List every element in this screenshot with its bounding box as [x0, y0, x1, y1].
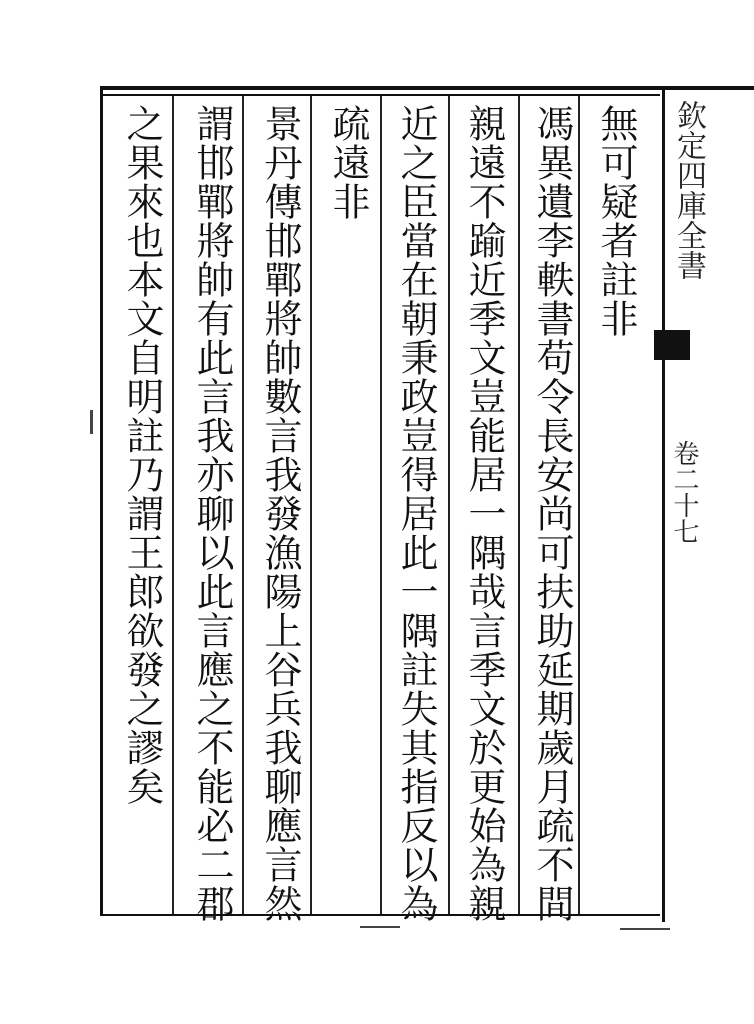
column-rule [380, 96, 382, 914]
top-border [100, 86, 754, 90]
column-rule [172, 96, 174, 914]
text-column-1: 無可疑者註非 [594, 104, 638, 338]
scan-speck [360, 926, 400, 928]
left-border [100, 86, 103, 916]
text-column-7: 謂邯鄲將帥有此言我亦聊以此言應之不能必二郡 [190, 104, 234, 923]
text-column-4: 近之臣當在朝秉政豈得居此一隅註失其指反以為 [394, 104, 438, 923]
scan-speck [90, 410, 93, 434]
scan-speck [620, 928, 670, 930]
text-column-8: 之果來也本文自明註乃謂王郎欲發之謬矣 [120, 104, 164, 806]
fishtail-mark [654, 330, 690, 360]
column-rule [310, 96, 312, 914]
column-rule [242, 96, 244, 914]
text-column-2: 馮異遺李軼書苟令長安尚可扶助延期歲月疏不間 [530, 104, 574, 923]
text-column-3: 親遠不踰近季文豈能居一隅哉言季文於更始為親 [462, 104, 506, 923]
column-rule [578, 96, 580, 914]
text-column-5: 疏遠非 [326, 104, 370, 221]
column-rule [518, 96, 520, 914]
book-title: 欽定四庫全書 [671, 100, 706, 280]
column-rule [448, 96, 450, 914]
juan-number: 卷二十七 [669, 440, 699, 544]
text-column-6: 景丹傳邯鄲將帥數言我發漁陽上谷兵我聊應言然 [258, 104, 302, 923]
